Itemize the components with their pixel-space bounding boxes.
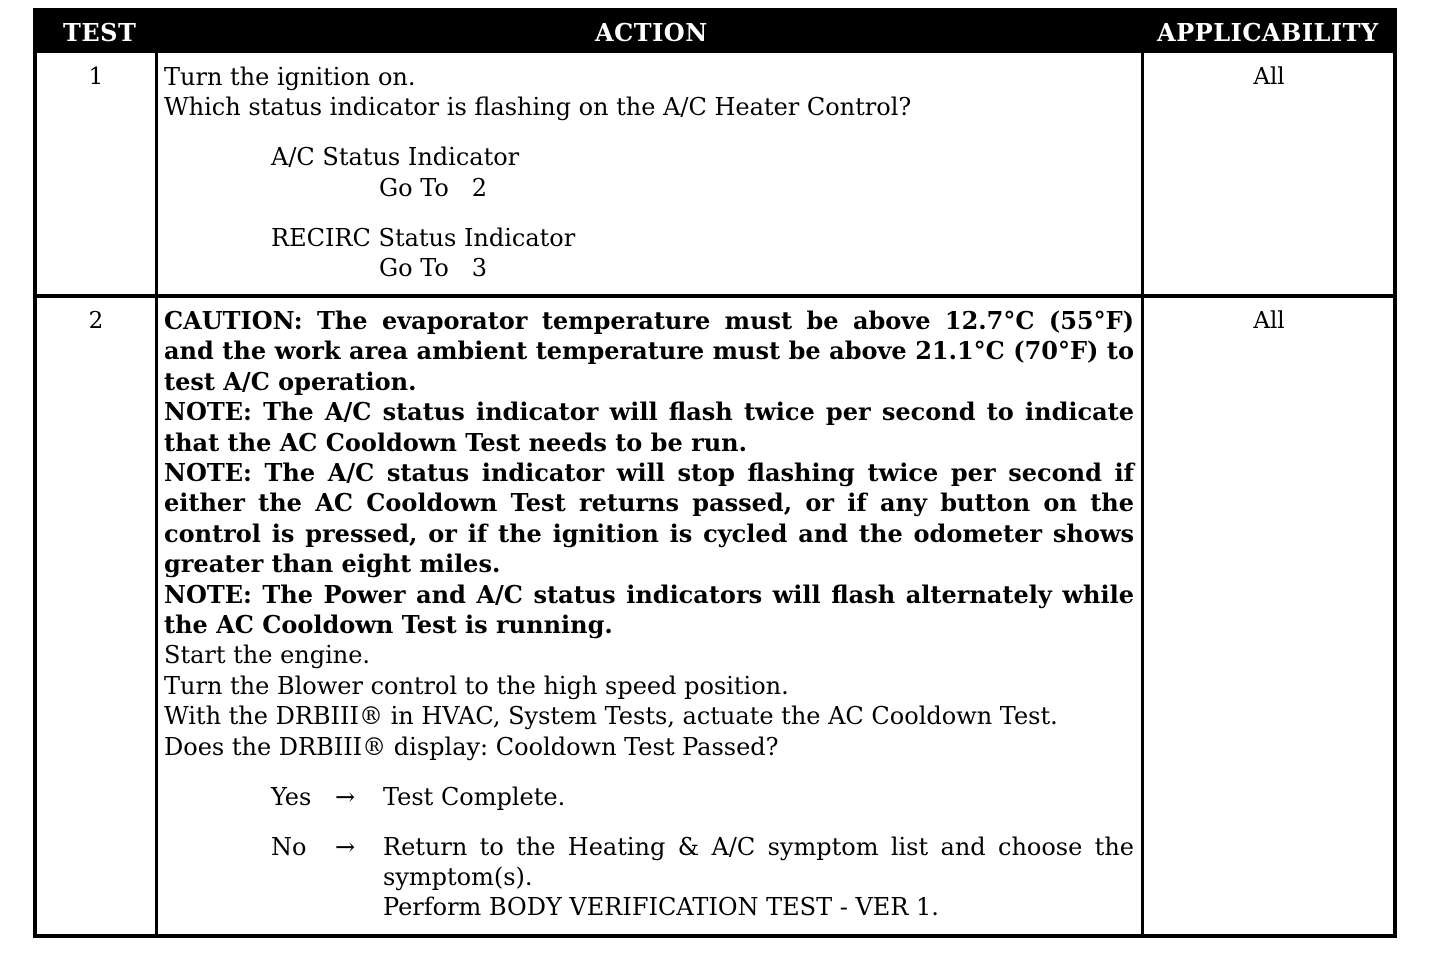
column-divider — [1141, 53, 1144, 934]
note-text: NOTE: The A/C status indicator will flash twice per second to indicate that the AC Cooldown Test needs to be run. — [164, 397, 1134, 457]
header-applicability: APPLICABILITY — [1157, 18, 1379, 47]
header-test: TEST — [63, 18, 137, 47]
option-goto: Go To 2 — [379, 173, 487, 202]
test-number: 2 — [88, 308, 104, 334]
no-branch — [164, 832, 1134, 923]
note-text: NOTE: The A/C status indicator will stop flashing twice per second if either the AC Cooldown Test returns passed, or if any button on the control is pressed, or if the ignition is cycled and the odometer shows greater than eight miles. — [164, 458, 1134, 579]
table-header — [37, 12, 1393, 53]
row-divider — [37, 294, 1393, 298]
diagnostic-test-table — [33, 8, 1397, 938]
yes-result: Test Complete. — [383, 782, 566, 811]
action-line: Turn the ignition on. — [164, 63, 416, 91]
yes-label: Yes — [271, 782, 312, 811]
action-cell — [164, 62, 1134, 284]
no-result-text: Return to the Heating & A/C symptom list and choose the symptom(s). — [383, 832, 1134, 892]
test-number: 1 — [88, 64, 104, 90]
step-text: Does the DRBIII® display: Cooldown Test Passed? — [164, 732, 779, 761]
option-label: RECIRC Status Indicator — [271, 223, 576, 252]
column-divider — [155, 53, 158, 934]
header-action: ACTION — [595, 18, 708, 47]
no-label: No — [271, 832, 307, 861]
no-result — [383, 832, 1134, 923]
caution-text: CAUTION: The evaporator temperature must be above 12.7°C (55°F) and the work area ambient temperature must be above 21.1°C (70°F) to test A/C operation. — [164, 306, 1134, 396]
step-text: Turn the Blower control to the high speed position. — [164, 671, 789, 700]
step-text: With the DRBIII® in HVAC, System Tests, actuate the AC Cooldown Test. — [164, 702, 1058, 731]
arrow-icon: → — [334, 832, 356, 861]
action-cell — [164, 306, 1134, 923]
applicability-value: All — [1253, 64, 1285, 90]
note-text: NOTE: The Power and A/C status indicators will flash alternately while the AC Cooldown Test is running. — [164, 579, 1134, 640]
action-line: Which status indicator is flashing on the A/C Heater Control? — [164, 93, 912, 122]
option-goto: Go To 3 — [379, 254, 487, 283]
no-result-text-2: Perform BODY VERIFICATION TEST - VER 1. — [383, 893, 939, 922]
arrow-icon: → — [334, 782, 356, 811]
step-text: Start the engine. — [164, 641, 371, 670]
option-label: A/C Status Indicator — [271, 143, 520, 172]
applicability-value: All — [1253, 308, 1285, 334]
yes-branch — [164, 782, 1134, 812]
